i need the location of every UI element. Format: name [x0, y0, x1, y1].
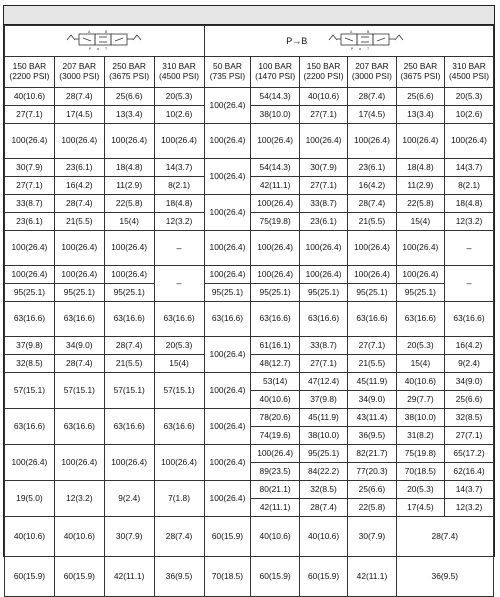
flow-value-cell: 33(8.7) [299, 337, 347, 355]
flow-value-cell: 95(25.1) [299, 445, 347, 463]
flow-value-cell: 100(26.4) [204, 231, 251, 266]
flow-value-cell: 95(25.1) [348, 284, 396, 302]
flow-value-cell: 27(7.1) [299, 106, 347, 124]
flow-value-cell: 27(7.1) [5, 177, 55, 195]
flow-value-cell: 100(26.4) [5, 445, 55, 481]
flow-value-cell: 63(16.6) [396, 302, 444, 337]
flow-value-cell: 12(3.2) [154, 213, 204, 231]
table-title-bar [4, 6, 494, 25]
flow-value-cell: 63(16.6) [445, 302, 494, 337]
flow-value-cell: 27(7.1) [445, 427, 494, 445]
flow-value-cell: 12(3.2) [445, 213, 494, 231]
flow-rating-table-container [3, 5, 495, 581]
flow-value-cell: 53(14) [251, 373, 299, 391]
flow-value-cell: 60(15.9) [54, 557, 104, 597]
flow-value-cell: 28(7.4) [54, 195, 104, 213]
flow-value-cell: 57(15.1) [104, 373, 154, 409]
flow-value-cell: 17(4.5) [54, 106, 104, 124]
pressure-header-cell: 250 BAR (3675 PSI) [396, 57, 444, 88]
flow-value-cell: 100(26.4) [396, 124, 444, 159]
flow-value-cell: 45(11.9) [299, 409, 347, 427]
flow-value-cell: 21(5.5) [348, 213, 396, 231]
flow-value-cell: 70(18.5) [396, 463, 444, 481]
flow-value-cell: 95(25.1) [54, 284, 104, 302]
flow-value-cell: 54(14.3) [251, 88, 299, 106]
flow-value-cell: 48(12.7) [251, 355, 299, 373]
flow-value-cell: 17(4.5) [348, 106, 396, 124]
flow-value-cell: 13(3.4) [396, 106, 444, 124]
flow-value-cell: 100(26.4) [204, 409, 251, 445]
flow-value-cell: 100(26.4) [204, 195, 251, 231]
flow-value-cell: 100(26.4) [251, 266, 299, 284]
flow-value-cell: 28(7.4) [54, 88, 104, 106]
flow-value-cell: 23(6.1) [54, 159, 104, 177]
flow-value-cell: 20(5.3) [154, 337, 204, 355]
table-row [5, 409, 494, 427]
table-row [5, 373, 494, 391]
flow-value-cell: 100(26.4) [251, 124, 299, 159]
flow-value-cell: 30(7.9) [104, 517, 154, 557]
table-row [5, 284, 494, 302]
flow-value-cell: 11(2.9) [396, 177, 444, 195]
flow-value-cell: 40(10.6) [5, 517, 55, 557]
flow-value-cell: 57(15.1) [5, 373, 55, 409]
table-row [5, 159, 494, 177]
flow-value-cell: 14(3.7) [445, 159, 494, 177]
flow-value-cell: 95(25.1) [299, 284, 347, 302]
flow-value-cell: 16(4.2) [445, 337, 494, 355]
flow-value-cell: – [154, 231, 204, 266]
flow-value-cell: 42(11.1) [104, 557, 154, 597]
flow-value-cell: 32(8.5) [5, 355, 55, 373]
flow-value-cell: 40(10.6) [54, 517, 104, 557]
pressure-header-cell: 150 BAR (2200 PSI) [5, 57, 55, 88]
flow-value-cell: 22(5.8) [104, 195, 154, 213]
flow-value-cell: 25(6.6) [104, 88, 154, 106]
flow-value-cell: 28(7.4) [54, 355, 104, 373]
pressure-header-row [5, 57, 494, 88]
table-row [5, 124, 494, 159]
flow-value-cell: 18(4.8) [154, 195, 204, 213]
table-row [5, 266, 494, 284]
flow-value-cell: 23(6.1) [348, 159, 396, 177]
flow-value-cell: 18(4.8) [396, 159, 444, 177]
svg-text:T: T [367, 47, 370, 51]
flow-value-cell: 100(26.4) [348, 266, 396, 284]
svg-text:a: a [97, 47, 100, 51]
flow-value-cell: 100(26.4) [104, 266, 154, 284]
flow-value-cell: 30(7.9) [5, 159, 55, 177]
flow-value-cell: 75(19.8) [251, 213, 299, 231]
flow-value-cell: 63(16.6) [104, 409, 154, 445]
flow-value-cell: 100(26.4) [204, 124, 251, 159]
flow-value-cell: 28(7.4) [154, 517, 204, 557]
flow-value-cell: 28(7.4) [299, 499, 347, 517]
flow-value-cell: 34(9.0) [54, 337, 104, 355]
flow-value-cell: 77(20.3) [348, 463, 396, 481]
flow-value-cell: 100(26.4) [5, 231, 55, 266]
flow-value-cell: 36(9.5) [154, 557, 204, 597]
flow-value-cell: 13(3.4) [104, 106, 154, 124]
flow-value-cell: 100(26.4) [204, 481, 251, 517]
flow-value-cell: 57(15.1) [154, 373, 204, 409]
svg-text:P: P [89, 47, 92, 51]
flow-value-cell: 33(8.7) [299, 195, 347, 213]
svg-text:A: A [88, 30, 91, 34]
flow-value-cell: 8(2.1) [445, 177, 494, 195]
flow-value-cell: 100(26.4) [104, 231, 154, 266]
flow-value-cell: 19(5.0) [5, 481, 55, 517]
flow-value-cell: 74(19.6) [251, 427, 299, 445]
table-row [5, 517, 494, 557]
flow-value-cell: 80(21.1) [251, 481, 299, 499]
svg-text:P: P [351, 47, 354, 51]
flow-value-cell: 15(4) [396, 355, 444, 373]
flow-value-cell: 100(26.4) [54, 231, 104, 266]
svg-text:A: A [350, 30, 353, 34]
svg-text:B: B [105, 30, 108, 34]
flow-value-cell: 42(11.1) [251, 177, 299, 195]
valve-schematic-icon [321, 29, 411, 53]
flow-value-cell: 95(25.1) [251, 284, 299, 302]
flow-value-cell: 100(26.4) [251, 195, 299, 213]
flow-value-cell: 17(4.5) [396, 499, 444, 517]
flow-value-cell: 40(10.6) [299, 517, 347, 557]
flow-value-cell: 100(26.4) [154, 445, 204, 481]
flow-value-cell: 63(16.6) [5, 409, 55, 445]
flow-value-cell: 23(6.1) [5, 213, 55, 231]
flow-value-cell: 42(11.1) [348, 557, 396, 597]
flow-value-cell: 20(5.3) [396, 337, 444, 355]
flow-value-cell: 36(9.5) [348, 427, 396, 445]
flow-value-cell: 62(16.4) [445, 463, 494, 481]
flow-value-cell: 100(26.4) [5, 124, 55, 159]
flow-value-cell: 60(15.9) [251, 557, 299, 597]
flow-value-cell: 40(10.6) [251, 517, 299, 557]
flow-value-cell: 100(26.4) [204, 266, 251, 284]
flow-value-cell: 37(9.8) [5, 337, 55, 355]
flow-value-cell: 100(26.4) [299, 231, 347, 266]
flow-value-cell: 100(26.4) [251, 231, 299, 266]
pressure-header-cell: 100 BAR (1470 PSI) [251, 57, 299, 88]
flow-value-cell: 12(3.2) [445, 499, 494, 517]
symbol-row [5, 26, 494, 57]
pressure-header-cell: 150 BAR (2200 PSI) [299, 57, 347, 88]
flow-value-cell: 18(4.8) [445, 195, 494, 213]
pressure-header-cell: 207 BAR (3000 PSI) [348, 57, 396, 88]
flow-value-cell: 100(26.4) [204, 337, 251, 373]
flow-path-label: P→B [286, 35, 308, 46]
flow-value-cell: 27(7.1) [5, 106, 55, 124]
flow-value-cell: 21(5.5) [54, 213, 104, 231]
flow-value-cell: 100(26.4) [104, 124, 154, 159]
flow-value-cell: 9(2.4) [104, 481, 154, 517]
flow-value-cell: 20(5.3) [445, 88, 494, 106]
table-row [5, 231, 494, 266]
flow-value-cell: 36(9.5) [396, 557, 493, 597]
flow-value-cell: 42(11.1) [251, 499, 299, 517]
flow-value-cell: 10(2.6) [154, 106, 204, 124]
flow-rating-table [4, 25, 494, 597]
flow-value-cell: 47(12.4) [299, 373, 347, 391]
flow-value-cell: 100(26.4) [299, 124, 347, 159]
flow-value-cell: 21(5.5) [104, 355, 154, 373]
flow-value-cell: 63(16.6) [5, 302, 55, 337]
flow-value-cell: 40(10.6) [299, 88, 347, 106]
flow-value-cell: 27(7.1) [299, 177, 347, 195]
flow-value-cell: 32(8.5) [445, 409, 494, 427]
flow-value-cell: 54(14.3) [251, 159, 299, 177]
flow-value-cell: 100(26.4) [5, 266, 55, 284]
flow-value-cell: 34(9.0) [445, 373, 494, 391]
flow-value-cell: 34(9.0) [348, 391, 396, 409]
flow-value-cell: 15(4) [104, 213, 154, 231]
flow-value-cell: 30(7.9) [299, 159, 347, 177]
flow-value-cell: 29(7.7) [396, 391, 444, 409]
flow-value-cell: 63(16.6) [154, 302, 204, 337]
flow-value-cell: 38(10.0) [396, 409, 444, 427]
pressure-header-cell: 207 BAR (3000 PSI) [54, 57, 104, 88]
flow-value-cell: 37(9.8) [299, 391, 347, 409]
flow-value-cell: 63(16.6) [104, 302, 154, 337]
flow-value-cell: 40(10.6) [396, 373, 444, 391]
flow-value-cell: 84(22.2) [299, 463, 347, 481]
flow-value-cell: 25(6.6) [445, 391, 494, 409]
valve-symbol-left [5, 26, 205, 57]
flow-value-cell: 33(8.7) [5, 195, 55, 213]
pressure-header-cell: 310 BAR (4500 PSI) [445, 57, 494, 88]
flow-value-cell: 75(19.8) [396, 445, 444, 463]
flow-value-cell: 100(26.4) [54, 124, 104, 159]
flow-value-cell: 95(25.1) [396, 284, 444, 302]
flow-value-cell: 60(15.9) [5, 557, 55, 597]
flow-value-cell: 15(4) [396, 213, 444, 231]
flow-value-cell: – [445, 266, 494, 302]
flow-value-cell: 100(26.4) [154, 124, 204, 159]
flow-value-cell: 100(26.4) [348, 124, 396, 159]
flow-value-cell: 78(20.6) [251, 409, 299, 427]
flow-value-cell: 25(6.6) [396, 88, 444, 106]
flow-value-cell: 27(7.1) [299, 355, 347, 373]
flow-value-cell: 21(5.5) [348, 355, 396, 373]
flow-value-cell: 20(5.3) [396, 481, 444, 499]
flow-value-cell: 100(26.4) [348, 231, 396, 266]
table-row [5, 557, 494, 597]
flow-value-cell: 100(26.4) [204, 373, 251, 409]
flow-value-cell: 45(11.9) [348, 373, 396, 391]
table-row [5, 445, 494, 463]
flow-value-cell: 63(16.6) [348, 302, 396, 337]
flow-value-cell: 16(4.2) [54, 177, 104, 195]
flow-value-cell: 31(8.2) [396, 427, 444, 445]
flow-value-cell: 100(26.4) [445, 124, 494, 159]
svg-text:a: a [359, 47, 362, 51]
flow-value-cell: 28(7.4) [104, 337, 154, 355]
flow-value-cell: 95(25.1) [5, 284, 55, 302]
flow-value-cell: – [445, 231, 494, 266]
flow-value-cell: 40(10.6) [5, 88, 55, 106]
flow-value-cell: 14(3.7) [445, 481, 494, 499]
pressure-header-cell: 250 BAR (3675 PSI) [104, 57, 154, 88]
flow-value-cell: 28(7.4) [348, 195, 396, 213]
valve-schematic-icon [61, 29, 147, 53]
flow-value-cell: 25(6.6) [348, 481, 396, 499]
table-row [5, 302, 494, 337]
flow-value-cell: 63(16.6) [154, 409, 204, 445]
table-row [5, 88, 494, 106]
svg-text:T: T [105, 47, 108, 51]
flow-value-cell: 70(18.5) [204, 557, 251, 597]
flow-value-cell: 100(26.4) [396, 266, 444, 284]
flow-value-cell: 27(7.1) [348, 337, 396, 355]
flow-value-cell: 60(15.9) [204, 517, 251, 557]
pressure-header-cell: 50 BAR (735 PSI) [204, 57, 251, 88]
flow-value-cell: 100(26.4) [204, 88, 251, 124]
flow-value-cell: 63(16.6) [54, 409, 104, 445]
flow-value-cell: 65(17.2) [445, 445, 494, 463]
table-row [5, 481, 494, 499]
flow-value-cell: 100(26.4) [396, 231, 444, 266]
flow-value-cell: 32(8.5) [299, 481, 347, 499]
flow-value-cell: 63(16.6) [299, 302, 347, 337]
flow-value-cell: 100(26.4) [54, 445, 104, 481]
flow-value-cell: 28(7.4) [396, 517, 493, 557]
flow-value-cell: 60(15.9) [299, 557, 347, 597]
flow-value-cell: 16(4.2) [348, 177, 396, 195]
table-row [5, 195, 494, 213]
flow-value-cell: 100(26.4) [54, 266, 104, 284]
flow-value-cell: 57(15.1) [54, 373, 104, 409]
flow-value-cell: 100(26.4) [299, 266, 347, 284]
flow-value-cell: 89(23.5) [251, 463, 299, 481]
table-row [5, 337, 494, 355]
flow-value-cell: 100(26.4) [204, 159, 251, 195]
flow-value-cell: 28(7.4) [348, 88, 396, 106]
flow-value-cell: 22(5.8) [348, 499, 396, 517]
flow-value-cell: 40(10.6) [251, 391, 299, 409]
flow-value-cell: 11(2.9) [104, 177, 154, 195]
flow-value-cell: 12(3.2) [54, 481, 104, 517]
flow-value-cell: – [154, 266, 204, 302]
flow-value-cell: 15(4) [154, 355, 204, 373]
svg-text:B: B [367, 30, 370, 34]
flow-value-cell: 61(16.1) [251, 337, 299, 355]
pressure-header-cell: 310 BAR (4500 PSI) [154, 57, 204, 88]
flow-value-cell: 20(5.3) [154, 88, 204, 106]
flow-value-cell: 38(10.0) [251, 106, 299, 124]
flow-value-cell: 10(2.6) [445, 106, 494, 124]
flow-value-cell: 8(2.1) [154, 177, 204, 195]
flow-value-cell: 100(26.4) [104, 445, 154, 481]
flow-value-cell: 30(7.9) [348, 517, 396, 557]
flow-value-cell: 18(4.8) [104, 159, 154, 177]
flow-value-cell: 63(16.6) [251, 302, 299, 337]
flow-value-cell: 22(5.8) [396, 195, 444, 213]
flow-value-cell: 100(26.4) [251, 445, 299, 463]
valve-symbol-right [204, 26, 494, 57]
flow-value-cell: 82(21.7) [348, 445, 396, 463]
flow-value-cell: 14(3.7) [154, 159, 204, 177]
flow-value-cell: 38(10.0) [299, 427, 347, 445]
flow-value-cell: 63(16.6) [204, 302, 251, 337]
flow-value-cell: 63(16.6) [54, 302, 104, 337]
flow-value-cell: 100(26.4) [204, 445, 251, 481]
flow-value-cell: 95(25.1) [104, 284, 154, 302]
flow-value-cell: 23(6.1) [299, 213, 347, 231]
flow-value-cell: 7(1.8) [154, 481, 204, 517]
flow-value-cell: 43(11.4) [348, 409, 396, 427]
flow-value-cell: 95(25.1) [204, 284, 251, 302]
flow-value-cell: 9(2.4) [445, 355, 494, 373]
